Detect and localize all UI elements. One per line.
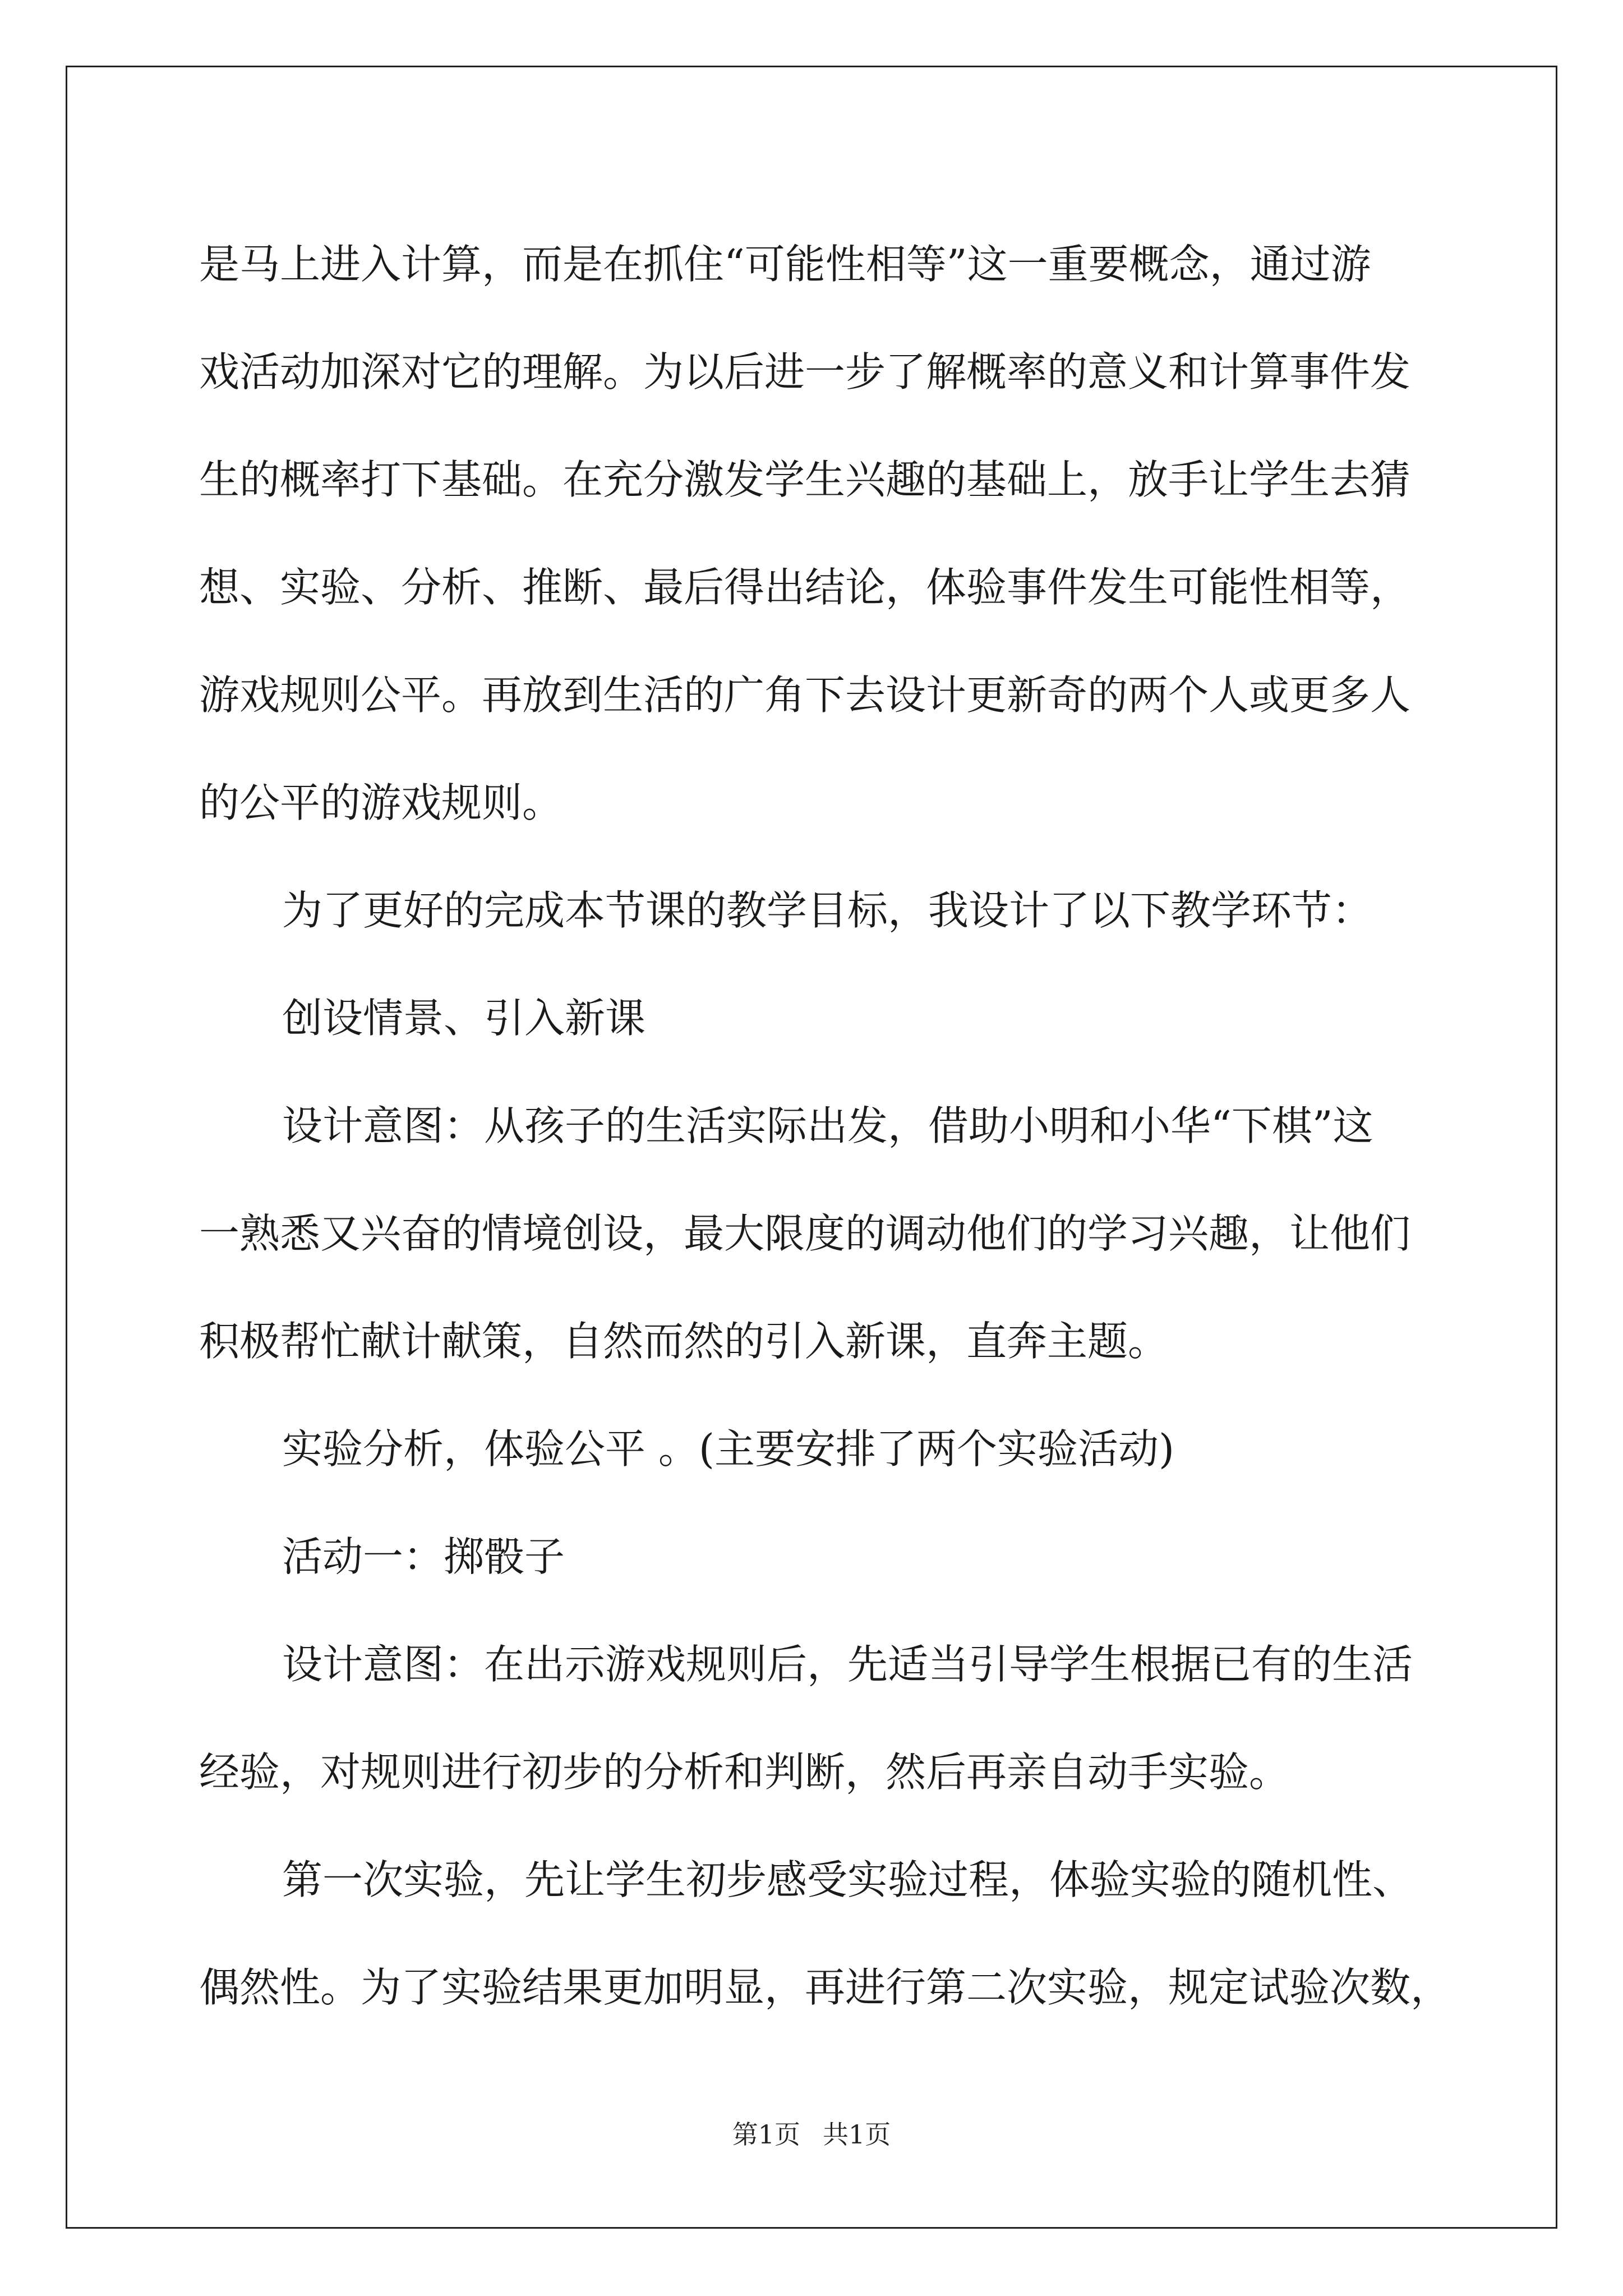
text-line: 想、实验、分析、推断、最后得出结论，体验事件发生可能性相等，	[199, 564, 1411, 611]
text-line: 设计意图：在出示游戏规则后，先适当引导学生根据已有的生活	[282, 1641, 1413, 1688]
text-line: 游戏规则公平。再放到生活的广角下去设计更新奇的两个人或更多人	[199, 671, 1411, 719]
text-line: 积极帮忙献计献策，自然而然的引入新课，直奔主题。	[199, 1318, 1169, 1365]
page-total: 共1页	[823, 2119, 891, 2150]
page-footer	[0, 2118, 1623, 2151]
page-number: 第1页	[732, 2119, 800, 2150]
section-heading: 实验分析，体验公平 。(主要安排了两个实验活动)	[282, 1425, 1175, 1473]
text-line: 是马上进入计算，而是在抓住“可能性相等”这一重要概念，通过游	[199, 241, 1371, 288]
text-line: 生的概率打下基础。在充分激发学生兴趣的基础上，放手让学生去猜	[199, 456, 1411, 503]
text-line: 设计意图：从孩子的生活实际出发，借助小明和小华“下棋”这	[282, 1102, 1373, 1149]
text-line: 经验，对规则进行初步的分析和判断，然后再亲自动手实验。	[199, 1749, 1290, 1796]
text-line: 为了更好的完成本节课的教学目标，我设计了以下教学环节：	[282, 887, 1373, 934]
document-body	[199, 210, 1451, 2041]
text-line: 第一次实验，先让学生初步感受实验过程，体验实验的随机性、	[282, 1856, 1413, 1903]
text-line: 的公平的游戏规则。	[199, 779, 563, 826]
text-line: 戏活动加深对它的理解。为以后进一步了解概率的意义和计算事件发	[199, 348, 1411, 395]
section-heading: 活动一：掷骰子	[282, 1533, 565, 1580]
text-line: 偶然性。为了实验结果更加明显，再进行第二次实验，规定试验次数，	[199, 1964, 1451, 2011]
text-line: 一熟悉又兴奋的情境创设，最大限度的调动他们的学习兴趣，让他们	[199, 1210, 1411, 1257]
section-heading: 创设情景、引入新课	[282, 995, 646, 1042]
